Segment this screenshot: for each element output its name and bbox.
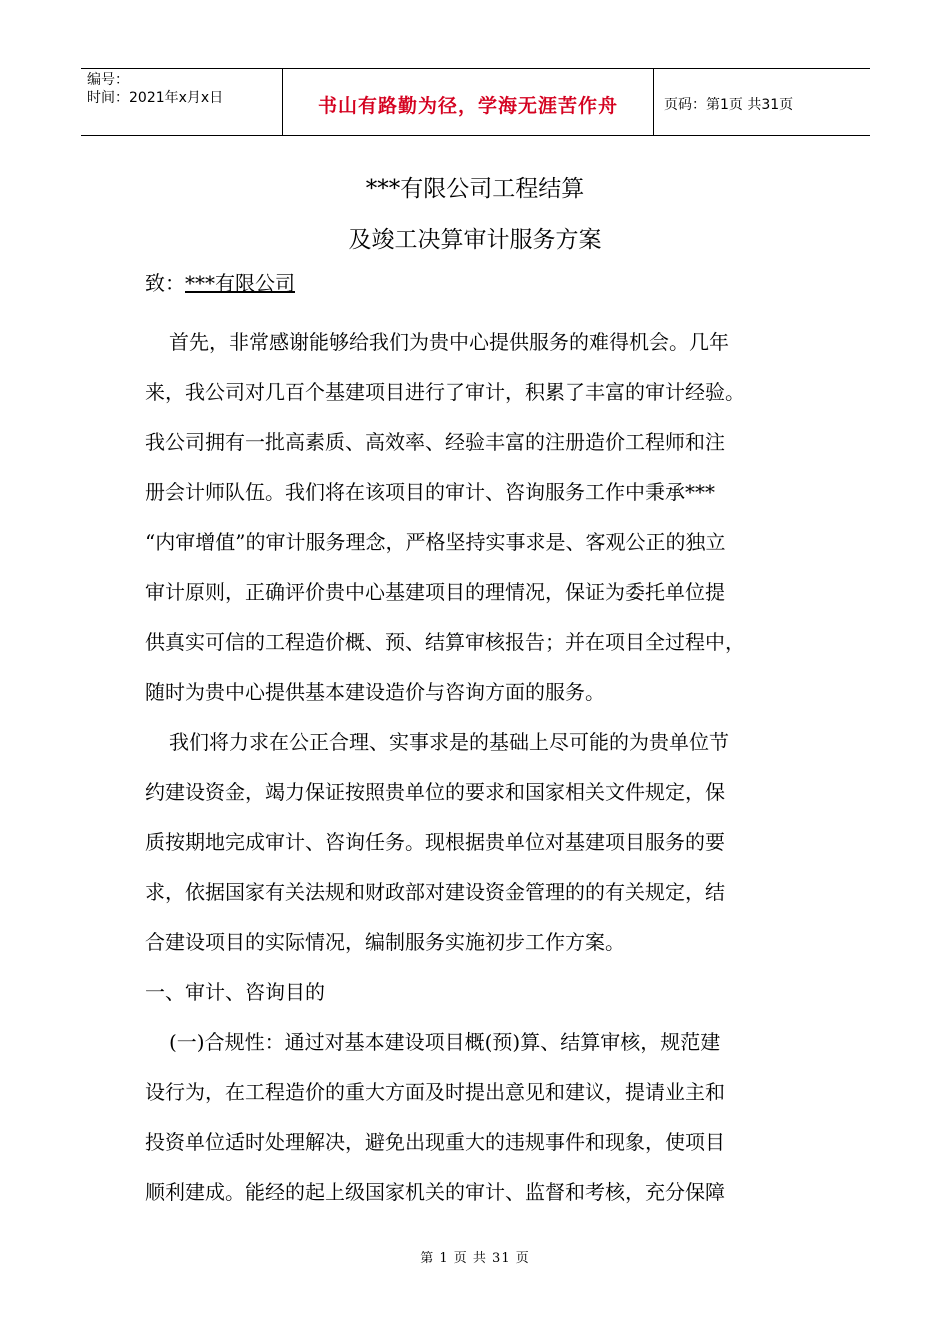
addressee-prefix: 致： [145, 271, 185, 295]
body-line: 首先，非常感谢能够给我们为贵中心提供服务的难得机会。几年 [169, 330, 729, 354]
serial-label: 编号： [87, 72, 129, 88]
page-footer: 第 1 页 共 31 页 [420, 1251, 530, 1266]
document-header [81, 68, 870, 136]
body-line: 投资单位适时处理解决，避免出现重大的违规事件和现象，使项目 [145, 1130, 725, 1154]
body-line: 求，依据国家有关法规和财政部对建设资金管理的的有关规定，结 [145, 880, 725, 904]
body-line: 供真实可信的工程造价概、预、结算审核报告；并在项目全过程中， [145, 630, 745, 654]
header-meta-cell [81, 69, 282, 135]
header-page-info: 页码：第1页 共31页 [664, 97, 794, 113]
body-line: 合建设项目的实际情况，编制服务实施初步工作方案。 [145, 930, 625, 954]
time-label: 时间：2021年x月x日 [87, 90, 224, 106]
body-line: 约建设资金，竭力保证按照贵单位的要求和国家相关文件规定，保 [145, 780, 725, 804]
header-motto: 书山有路勤为径，学海无涯苦作舟 [317, 94, 618, 117]
body-line: 我公司拥有一批高素质、高效率、经验丰富的注册造价工程师和注 [145, 430, 725, 454]
body-line: 质按期地完成审计、咨询任务。现根据贵单位对基建项目服务的要 [145, 830, 725, 854]
section-heading: 一、审计、咨询目的 [145, 980, 325, 1004]
body-line: “内审增值”的审计服务理念，严格坚持实事求是、客观公正的独立 [145, 530, 726, 554]
body-line: 我们将力求在公正合理、实事求是的基础上尽可能的为贵单位节 [169, 730, 729, 754]
body-line: (一)合规性：通过对基本建设项目概(预)算、结算审核，规范建 [169, 1030, 721, 1054]
document-body [145, 317, 810, 1217]
body-line: 审计原则，正确评价贵中心基建项目的理情况，保证为委托单位提 [145, 580, 725, 604]
body-line: 来，我公司对几百个基建项目进行了审计，积累了丰富的审计经验。 [145, 380, 745, 404]
addressee-name: ***有限公司 [185, 271, 295, 295]
body-line: 册会计师队伍。我们将在该项目的审计、咨询服务工作中秉承*** [145, 480, 715, 504]
body-line: 随时为贵中心提供基本建设造价与咨询方面的服务。 [145, 680, 605, 704]
header-page-cell [654, 69, 870, 135]
document-title-line2: 及竣工决算审计服务方案 [348, 227, 602, 253]
document-title-line1: ***有限公司工程结算 [365, 176, 585, 202]
addressee-line [145, 268, 295, 298]
body-line: 顺利建成。能经的起上级国家机关的审计、监督和考核，充分保障 [145, 1180, 725, 1204]
body-line: 设行为，在工程造价的重大方面及时提出意见和建议，提请业主和 [145, 1080, 725, 1104]
header-motto-cell [282, 69, 654, 135]
